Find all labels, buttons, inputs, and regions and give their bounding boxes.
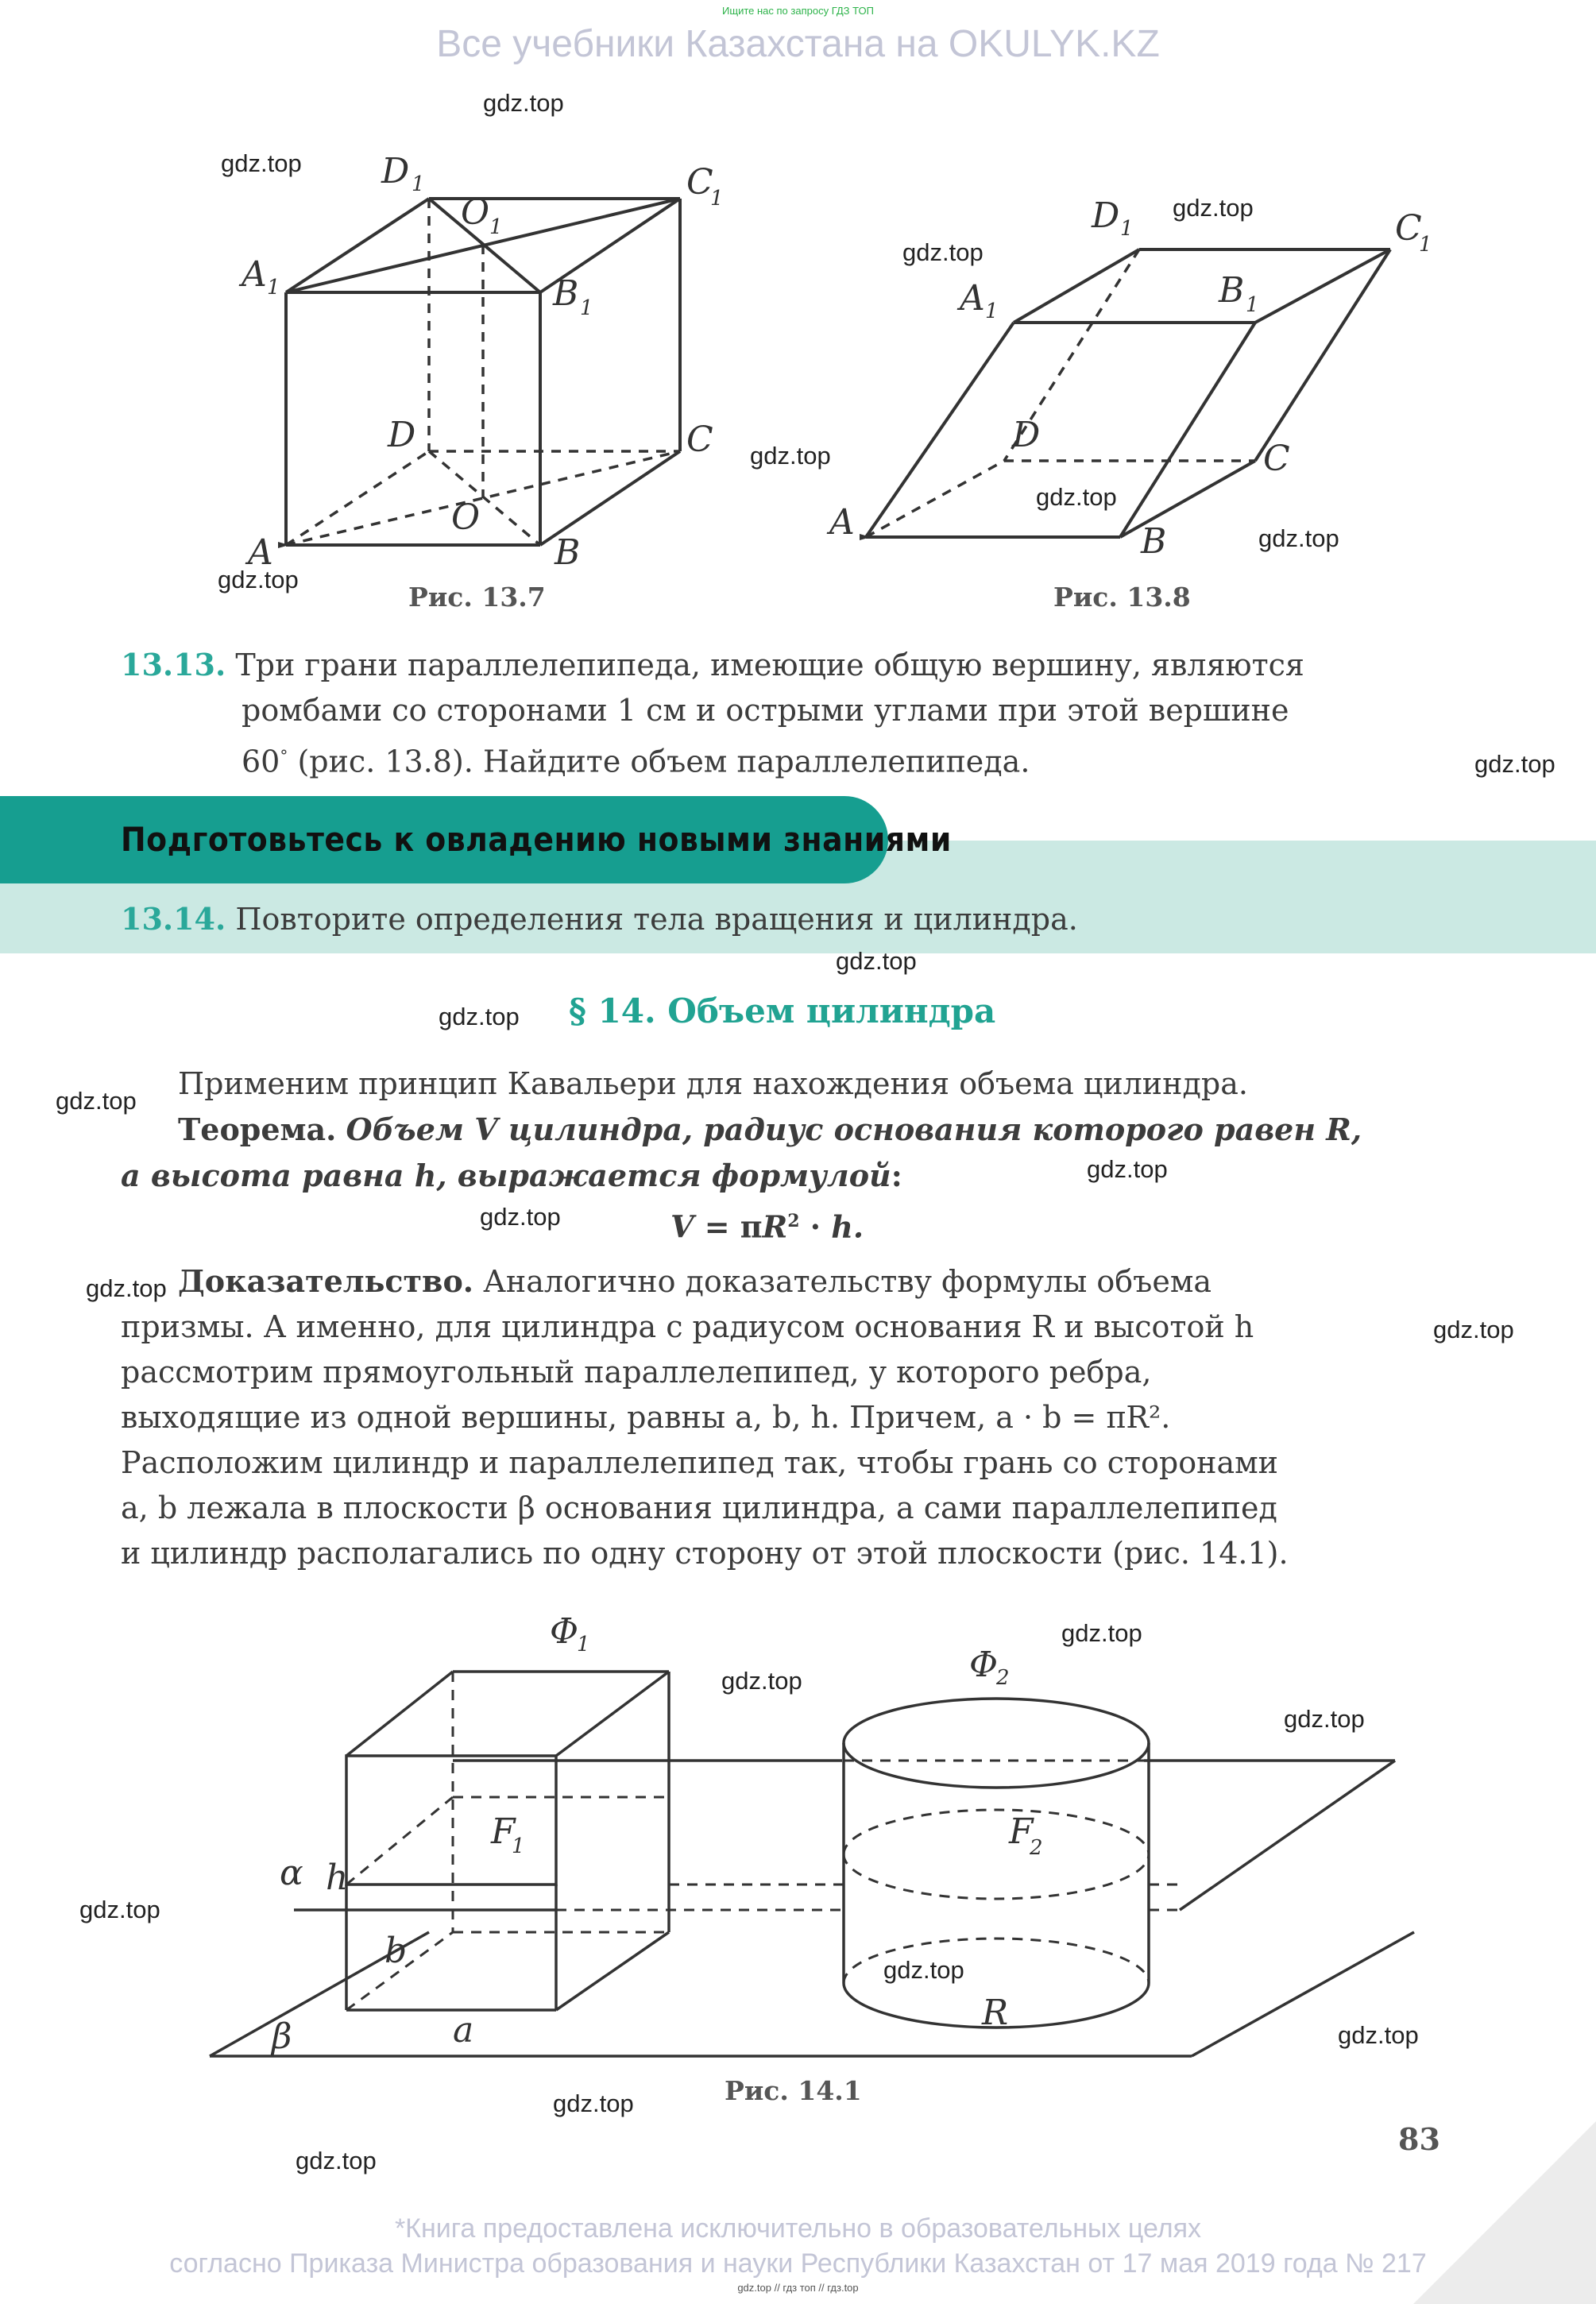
watermark: gdz.top bbox=[1258, 524, 1339, 552]
label-B1: B bbox=[1219, 270, 1245, 311]
watermark: gdz.top bbox=[902, 238, 983, 266]
problem-number: 13.14. bbox=[121, 901, 226, 937]
formula-v: V bbox=[670, 1208, 694, 1245]
label-A1: A bbox=[242, 254, 267, 295]
theorem-colon: : bbox=[891, 1158, 902, 1193]
proof-line-3: рассмотрим прямоугольный параллелепипед, у которого ребра, bbox=[121, 1355, 1152, 1390]
label-f-2: F bbox=[1009, 1811, 1034, 1852]
problem-line-1: Три грани параллелепипеда, имеющие общую вершину, являются bbox=[235, 648, 1304, 682]
theorem-block bbox=[121, 1061, 1439, 1250]
formula-dot: · bbox=[799, 1208, 832, 1245]
caption-13-8: Рис. 13.8 bbox=[1053, 582, 1191, 613]
watermark: gdz.top bbox=[1433, 1316, 1514, 1343]
watermark: gdz.top bbox=[883, 1956, 964, 1984]
proof-line-4: выходящие из одной вершины, равны a, b, h. Причем, a · b = πR². bbox=[121, 1400, 1171, 1435]
problem-degree-value: 60 bbox=[242, 744, 280, 779]
proof-line-5: Расположим цилиндр и параллелепипед так, чтобы грань со сторонами bbox=[121, 1445, 1279, 1480]
proof-line-6: a, b лежала в плоскости β основания цилиндра, а сами параллелепипед bbox=[121, 1490, 1277, 1525]
watermark: gdz.top bbox=[480, 1203, 561, 1231]
label-A1: A bbox=[960, 278, 985, 319]
label-B: B bbox=[555, 532, 581, 573]
watermark: gdz.top bbox=[221, 149, 302, 177]
label-D1-sub: 1 bbox=[1120, 217, 1134, 241]
page-number: 83 bbox=[1398, 2121, 1440, 2157]
problem-13-14 bbox=[121, 896, 1471, 942]
label-b: b bbox=[385, 1931, 408, 1971]
label-D: D bbox=[1012, 415, 1041, 455]
site-banner: Все учебники Казахстана на OKULYK.KZ bbox=[436, 23, 1160, 65]
proof-line-2: призмы. А именно, для цилиндра с радиусом основания R и высотой h bbox=[121, 1309, 1254, 1344]
watermark: gdz.top bbox=[750, 442, 831, 470]
label-O1: O bbox=[461, 192, 490, 233]
label-C1-sub: 1 bbox=[1419, 233, 1432, 257]
problem-text: Повторите определения тела вращения и цилиндра. bbox=[235, 902, 1078, 937]
figure-13-7 bbox=[230, 151, 755, 612]
watermark: gdz.top bbox=[1474, 750, 1555, 778]
problem-line-2: ромбами со сторонами 1 см и острыми углами при этой вершине bbox=[242, 693, 1289, 728]
proof-line-1: Аналогично доказательству формулы объема bbox=[473, 1264, 1212, 1299]
label-A1-sub: 1 bbox=[985, 300, 999, 323]
watermark: gdz.top bbox=[483, 89, 564, 117]
label-D1: D bbox=[381, 151, 410, 191]
formula-r: R bbox=[762, 1208, 788, 1245]
watermark: gdz.top bbox=[1338, 2021, 1419, 2049]
label-C: C bbox=[686, 419, 713, 460]
theorem-formula bbox=[121, 1199, 1439, 1250]
watermark: gdz.top bbox=[1087, 1155, 1168, 1183]
problem-line-3: (рис. 13.8). Найдите объем параллелепипеда. bbox=[288, 744, 1030, 779]
label-C1-sub: 1 bbox=[710, 187, 724, 211]
watermark: gdz.top bbox=[836, 947, 917, 975]
prep-band-heading: Подготовьтесь к овладению новыми знаниями bbox=[121, 820, 952, 859]
watermark: gdz.top bbox=[86, 1274, 167, 1302]
label-A: A bbox=[248, 532, 273, 573]
watermark: gdz.top bbox=[1036, 483, 1117, 511]
section-title: § 14. Объем цилиндра bbox=[569, 992, 996, 1030]
footer-line-2: согласно Приказа Министра образования и науки Республики Казахстан от 17 мая 2019 года № 217 bbox=[169, 2248, 1427, 2279]
problem-number: 13.13. bbox=[121, 647, 226, 682]
label-D: D bbox=[388, 415, 416, 455]
label-C1: C bbox=[686, 162, 713, 203]
footer-small: gdz.top // гдз топ // гдз.top bbox=[737, 2282, 859, 2294]
label-phi-2: Φ bbox=[969, 1645, 999, 1685]
formula-exp: 2 bbox=[787, 1211, 800, 1231]
top-note: Ищите нас по запросу ГДЗ ТОП bbox=[722, 5, 874, 17]
label-r: R bbox=[982, 1993, 1009, 2033]
label-f-1: F bbox=[491, 1811, 516, 1852]
label-O: O bbox=[451, 497, 481, 538]
footer-line-1: *Книга предоставлена исключительно в образовательных целях bbox=[394, 2213, 1202, 2244]
caption-13-7: Рис. 13.7 bbox=[408, 582, 546, 613]
figure-14-1 bbox=[191, 1605, 1430, 2113]
watermark: gdz.top bbox=[218, 566, 299, 593]
label-D1-sub: 1 bbox=[412, 172, 425, 196]
watermark: gdz.top bbox=[79, 1896, 160, 1923]
label-a: a bbox=[453, 2010, 474, 2051]
label-C1: C bbox=[1395, 208, 1422, 249]
watermark: gdz.top bbox=[296, 2147, 377, 2174]
label-phi-1-sub: 1 bbox=[577, 1633, 590, 1656]
label-A1-sub: 1 bbox=[267, 276, 280, 300]
proof-block bbox=[121, 1258, 1455, 1576]
watermark: gdz.top bbox=[56, 1087, 137, 1115]
label-D1: D bbox=[1092, 195, 1120, 236]
watermark: gdz.top bbox=[1061, 1619, 1142, 1647]
label-phi-1: Φ bbox=[550, 1611, 579, 1652]
label-C: C bbox=[1263, 439, 1290, 479]
label-h: h bbox=[326, 1858, 349, 1898]
label-O1-sub: 1 bbox=[489, 215, 503, 239]
label-B1: B bbox=[553, 273, 579, 314]
proof-line-7: и цилиндр располагались по одну сторону от этой плоскости (рис. 14.1). bbox=[121, 1536, 1289, 1571]
label-f-2-sub: 2 bbox=[1030, 1836, 1043, 1860]
label-A: A bbox=[829, 502, 855, 543]
label-beta: β bbox=[272, 2016, 292, 2057]
theorem-intro: Применим принцип Кавальери для нахождения объема цилиндра. bbox=[178, 1066, 1248, 1101]
formula-eq: = π bbox=[694, 1208, 763, 1245]
problem-13-13: 13.13. Три грани параллелепипеда, имеющие общую вершину, являются ромбами со сторонами 1 см и острыми углами при этой вершине 60° (рис. 13.8). Найдите объем параллелепипеда. bbox=[121, 647, 1304, 779]
theorem-text-2: а высота равна h, выражается формулой bbox=[121, 1158, 891, 1193]
watermark: gdz.top bbox=[553, 2089, 634, 2117]
formula-h: h. bbox=[831, 1208, 864, 1245]
watermark: gdz.top bbox=[721, 1667, 802, 1695]
proof-label: Доказательство. bbox=[178, 1263, 474, 1299]
watermark: gdz.top bbox=[439, 1003, 520, 1030]
label-B: B bbox=[1141, 521, 1167, 562]
prep-band-title bbox=[0, 796, 952, 883]
label-B1-sub: 1 bbox=[1246, 293, 1259, 317]
label-B1-sub: 1 bbox=[580, 296, 593, 320]
label-phi-2-sub: 2 bbox=[996, 1666, 1010, 1690]
caption-14-1: Рис. 14.1 bbox=[725, 2075, 862, 2106]
watermark: gdz.top bbox=[1173, 194, 1254, 222]
label-f-1-sub: 1 bbox=[512, 1834, 525, 1858]
watermark: gdz.top bbox=[1284, 1705, 1365, 1733]
label-alpha: α bbox=[280, 1853, 303, 1893]
theorem-text-1: Объем V цилиндра, радиус основания которого равен R, bbox=[346, 1111, 1362, 1147]
theorem-label: Теорема. bbox=[178, 1111, 337, 1147]
